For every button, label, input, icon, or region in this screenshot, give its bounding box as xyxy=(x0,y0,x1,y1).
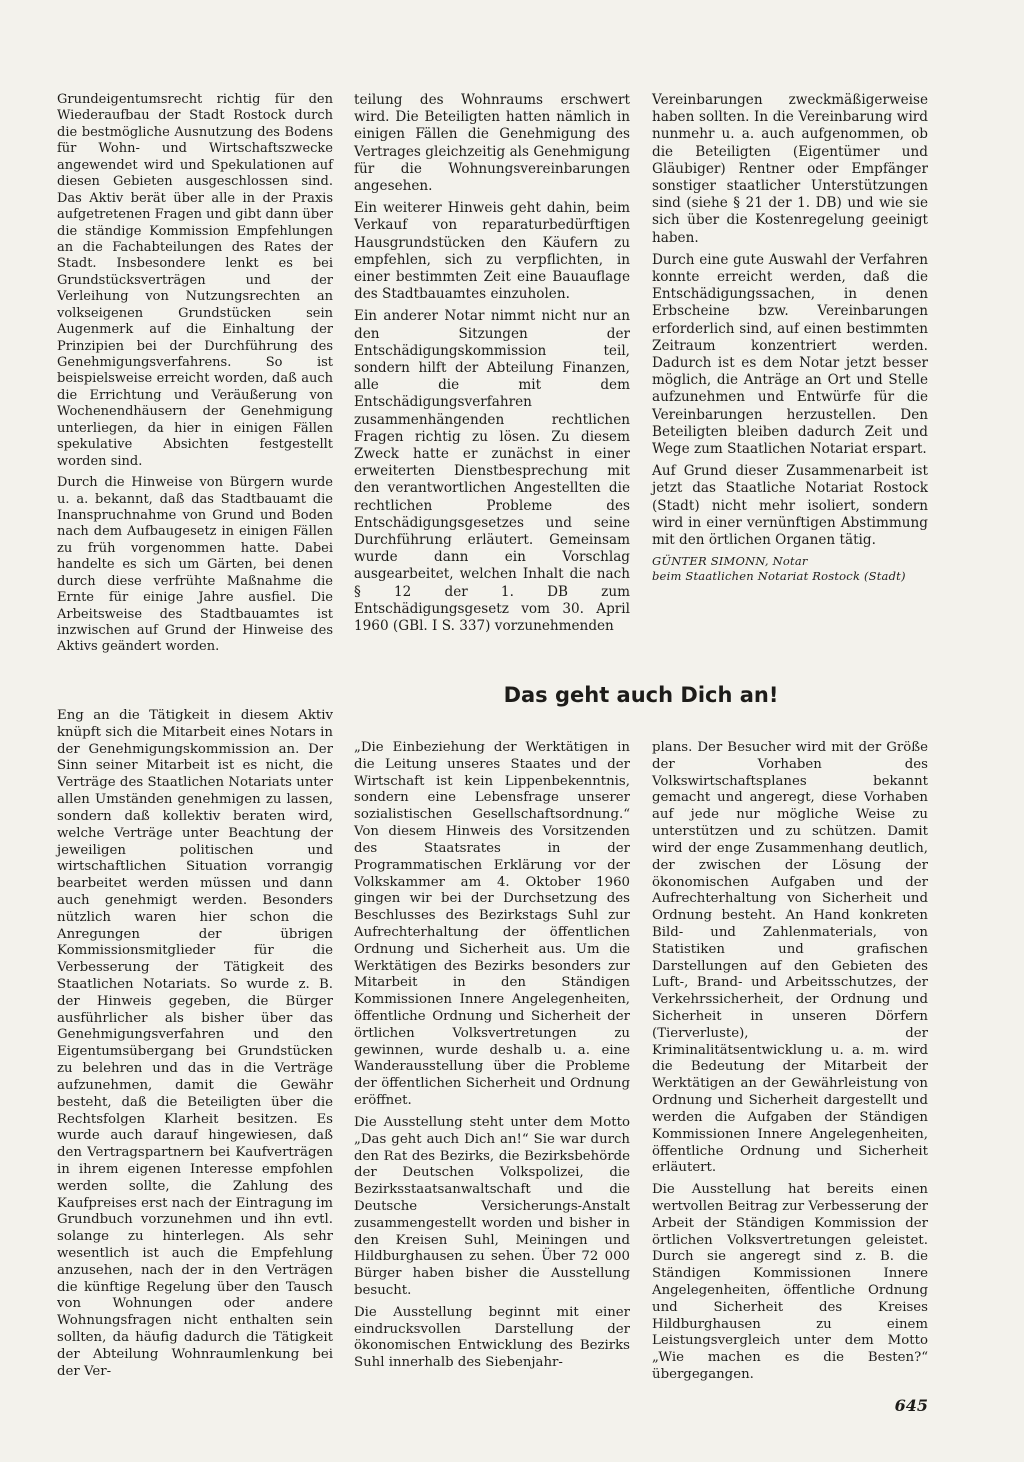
paragraph: Durch eine gute Auswahl der Verfahren konnte erreicht werden, daß die Entschädigungssachen, in denen Erbscheine bzw. Vereinbarungen erforderlich sind, auf einen bestimmten Zeitraum konzentriert werden. Dadurch ist es dem Notar jetzt besser möglich, die Anträge an Ort und Stelle aufzunehmen und Entwürfe für die Vereinbarungen herzustellen. Den Beteiligten bleiben dadurch Zeit und Wege zum Staatlichen Notariat erspart. xyxy=(652,251,928,458)
top-column-3 xyxy=(652,92,928,584)
paragraph: Ein weiterer Hinweis geht dahin, beim Verkauf von reparaturbedürftigen Hausgrundstücken den Käufern zu empfehlen, sich zu verpflichten, in einer bestimmten Zeit eine Bauauflage des Stadtbauamtes einzuholen. xyxy=(354,200,630,303)
bottom-column-1 xyxy=(57,708,333,1386)
paragraph: Die Ausstellung steht unter dem Motto „Das geht auch Dich an!“ Sie war durch den Rat des Bezirks, die Bezirksbehörde der Deutschen Volkspolizei, die Bezirksstaatsanwaltschaft und die Deutsche Versicherungs-Anstalt zusammengestellt worden und bisher in den Kreisen Suhl, Meiningen und Hildburghausen zu sehen. Über 72 000 Bürger haben bisher die Ausstellung besucht. xyxy=(354,1114,630,1298)
bottom-column-3 xyxy=(652,740,928,1389)
paragraph: Ein anderer Notar nimmt nicht nur an den Sitzungen der Entschädigungskommission teil, sondern hilft der Abteilung Finanzen, alle die mit dem Entschädigungsverfahren zusammenhängenden rechtlichen Fragen richtig zu lösen. Zu diesem Zweck hatte er zunächst in einer erweiterten Dienstbesprechung mit den verantwortlichen Angestellten die rechtlichen Probleme des Entschädigungsgesetzes und seine Durchführung erläutert. Gemeinsam wurde dann ein Vorschlag ausgearbeitet, welchen Inhalt die nach § 12 der 1. DB zum Entschädigungsgesetz vom 30. April 1960 (GBl. I S. 337) vorzunehmenden xyxy=(354,308,630,635)
signature-affiliation: beim Staatlichen Notariat Rostock (Stadt) xyxy=(652,569,906,584)
paragraph: Vereinbarungen zweckmäßigerweise haben sollten. In die Vereinbarung wird nunmehr u. a. auch aufgenommen, ob die Beteiligten (Eigentümer und Gläubiger) Rentner oder Empfänger sonstiger staatlicher Unterstützungen sind (siehe § 21 der 1. DB) und wie sie sich über die Kostenregelung geeinigt haben. xyxy=(652,92,928,246)
paragraph: Durch die Hinweise von Bürgern wurde u. a. bekannt, daß das Stadtbauamt die Inanspruchnahme von Grund und Boden nach dem Aufbaugesetz in einigen Fällen zu früh vorgenommen hatte. Dabei handelte es sich um Gärten, bei denen durch diese verfrühte Maßnahme die Ernte für einige Jahre ausfiel. Die Arbeitsweise des Stadtbauamtes ist inzwischen auf Grund der Hinweise des Aktivs geändert worden. xyxy=(57,475,333,655)
page-number: 645 xyxy=(894,1396,928,1415)
paragraph: „Die Einbeziehung der Werktätigen in die Leitung unseres Staates und der Wirtschaft ist kein Lippenbekenntnis, sondern eine Lebensfrage unserer sozialistischen Gesellschaftsordnung.“ Von diesem Hinweis des Vorsitzenden des Staatsrates in der Programmatischen Erklärung vor der Volkskammer am 4. Oktober 1960 gingen wir bei der Durchsetzung des Beschlusses des Bezirkstags Suhl zur Aufrechterhaltung der öffentlichen Ordnung und Sicherheit aus. Um die Werktätigen des Bezirks besonders zur Mitarbeit in den Ständigen Kommissionen Innere Angelegenheiten, öffentliche Ordnung und Sicherheit der örtlichen Volksvertretungen zu gewinnen, wurde deshalb u. a. eine Wanderausstellung über die Probleme der öffentlichen Sicherheit und Ordnung eröffnet. xyxy=(354,740,630,1109)
paragraph: Die Ausstellung beginnt mit einer eindrucksvollen Darstellung der ökonomischen Entwicklung des Bezirks Suhl innerhalb des Siebenjahr- xyxy=(354,1304,630,1371)
bottom-column-2 xyxy=(354,740,630,1377)
paragraph: Grundeigentumsrecht richtig für den Wiederaufbau der Stadt Rostock durch die bestmögliche Ausnutzung des Bodens für Wohn- und Wirtschaftszwecke angewendet wird und Spekulationen auf diesen Gebieten ausgeschlossen sind. Das Aktiv berät über alle in der Praxis aufgetretenen Fragen und gibt dann über die ständige Kommission Empfehlungen an die Fachabteilungen des Rates der Stadt. Insbesondere lenkt es bei Grundstücksverträgen und der Verleihung von Nutzungsrechten an volkseigenen Grundstücken sein Augenmerk auf die Einhaltung der Prinzipien bei der Durchführung des Genehmigungsverfahrens. So ist beispielsweise erreicht worden, daß auch die Errichtung und Veräußerung von Wochenendhäusern der Genehmigung unterliegen, da hier in einigen Fällen spekulative Absichten festgestellt worden sind. xyxy=(57,92,333,469)
signature-name: GÜNTER SIMONN, Notar xyxy=(652,554,808,569)
top-column-2 xyxy=(354,92,630,640)
paragraph: Eng an die Tätigkeit in diesem Aktiv knüpft sich die Mitarbeit eines Notars in der Genehmigungskommission an. Der Sinn seiner Mitarbeit ist es nicht, die Verträge des Staatlichen Notariats unter allen Umständen genehmigen zu lassen, sondern daß kollektiv beraten wird, welche Verträge unter Beachtung der jeweiligen politischen und wirtschaftlichen Situation vorrangig bearbeitet werden müssen und dann auch genehmigt werden. Besonders nützlich waren hier schon die Anregungen der übrigen Kommissionsmitglieder für die Verbesserung der Tätigkeit des Staatlichen Notariats. So wurde z. B. der Hinweis gegeben, die Bürger ausführlicher als bisher über das Genehmigungsverfahren und den Eigentumsübergang bei Grundstücken zu belehren und das in die Verträge aufzunehmen, damit die Gewähr besteht, daß die Beteiligten über die Rechtsfolgen Klarheit besitzen. Es wurde auch darauf hingewiesen, daß den Vertragspartnern bei Kaufverträgen in ihrem eigenen Interesse empfohlen werden sollte, die Zahlung des Kaufpreises erst nach der Eintragung im Grundbuch vorzunehmen und ihn evtl. solange zu hinterlegen. Als sehr wesentlich ist auch die Empfehlung anzusehen, nach der in den Verträgen die künftige Regelung über den Tausch von Wohnungen oder andere Wohnungsfragen nicht enthalten sein sollten, da häufig dadurch die Tätigkeit der Abteilung Wohnraumlenkung bei der Ver- xyxy=(57,708,333,1379)
author-signature xyxy=(652,554,928,584)
paragraph: teilung des Wohnraums erschwert wird. Die Beteiligten hatten nämlich in einigen Fällen die Genehmigung des Vertrages gleichzeitig als Genehmigung für die Wohnungsvereinbarungen angesehen. xyxy=(354,92,630,195)
paragraph: Die Ausstellung hat bereits einen wertvollen Beitrag zur Verbesserung der Arbeit der Ständigen Kommission der örtlichen Volksvertretungen geleistet. Durch sie angeregt sind z. B. die Ständigen Kommissionen Innere Angelegenheiten, öffentliche Ordnung und Sicherheit des Kreises Hildburghausen zu einem Leistungsvergleich unter dem Motto „Wie machen es die Besten?“ übergegangen. xyxy=(652,1182,928,1383)
paragraph: Auf Grund dieser Zusammenarbeit ist jetzt das Staatliche Notariat Rostock (Stadt) nicht mehr isoliert, sondern wird in einer vernünftigen Abstimmung mit den örtlichen Organen tätig. xyxy=(652,463,928,549)
article-headline: Das geht auch Dich an! xyxy=(503,683,779,707)
top-column-1 xyxy=(57,92,333,661)
paragraph: plans. Der Besucher wird mit der Größe der Vorhaben des Volkswirtschaftsplanes bekannt gemacht und angeregt, diese Vorhaben auf jede nur mögliche Weise zu unterstützen und zu schützen. Damit wird der enge Zusammenhang deutlich, der zwischen der Lösung der ökonomischen Aufgaben und der Aufrechterhaltung von Sicherheit und Ordnung besteht. An Hand konkreten Bild- und Zahlenmaterials, von Statistiken und grafischen Darstellungen auf den Gebieten des Luft-, Brand- und Arbeitsschutzes, der Verkehrssicherheit, der Ordnung und Sicherheit in unseren Dörfern (Tierverluste), der Kriminalitätsentwicklung u. a. m. wird die Bedeutung der Mitarbeit der Werktätigen an der Gewährleistung von Ordnung und Sicherheit dargestellt und werden die Aufgaben der Ständigen Kommissionen Innere Angelegenheiten, öffentliche Ordnung und Sicherheit erläutert. xyxy=(652,740,928,1176)
